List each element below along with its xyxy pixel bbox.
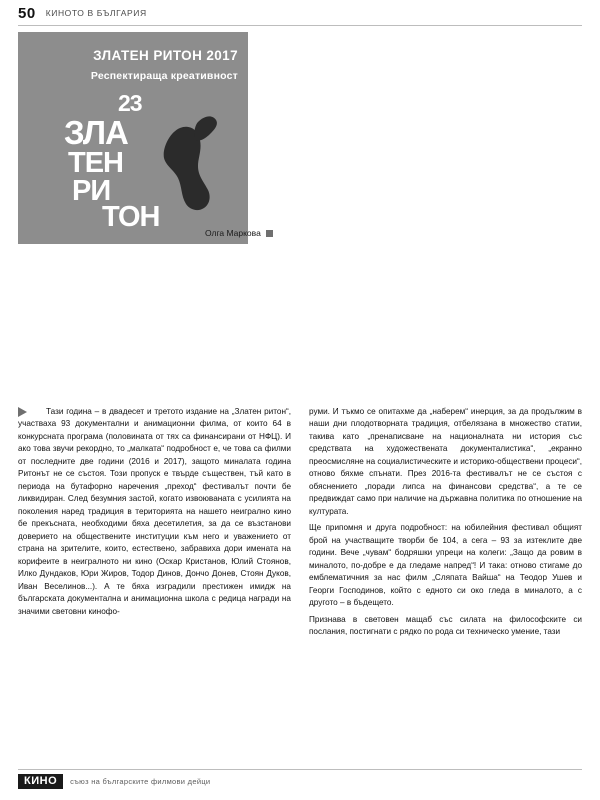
hero-author-caption	[205, 228, 273, 238]
paragraph: руми. И тъкмо се опитахме да „наберем“ инерция, за да продължим в наши дни плодотворната традиция, отбелязана в множество статии, такива като „пренаписване на националната ни история със средствата на художествената документалистика“, „екранно преосмисляне на социалистическите и историко-обществени процеси“, отново бяхме спънати. През 2016-та фестивалът не се състоя с обяснението „поради липса на финансови средства“, а те се предвиждат само при наличие на държавна политика по отношение на културата.	[309, 407, 582, 516]
svg-text:ТЕН: ТЕН	[68, 147, 123, 179]
running-head-title: КИНОТО В БЪЛГАРИЯ	[45, 8, 147, 18]
hero-title: ЗЛАТЕН РИТОН 2017	[93, 48, 238, 63]
footer-organization-text: съюз на българските филмови дейци	[70, 776, 211, 786]
zlaten-riton-logo-icon	[62, 110, 230, 234]
paragraph: Признава в световен мащаб със силата на философските си послания, постигнати с рядко по рода си техническо умение, тази	[309, 614, 582, 636]
article-column-right	[309, 406, 582, 774]
paragraph: Ще припомня и друга подробност: на юбилейния фестивал общият брой на участващите творби бе 104, а сега – 93 за изтеклите две години. Вече „чувам“ бодряшки упреци на колеги: „Защо да ровим в миналото, по-добре е да гледаме напред“! И така: отново стигаме до емблематичния за нас филм „Сляпата Вайша“ на Теодор Ушев и Георги Господинов, който с едното си око гледа в миналото, а с другото – в бъдещето.	[309, 523, 582, 608]
page-footer	[18, 770, 582, 792]
article-body	[18, 406, 582, 774]
footer-logo: КИНО	[18, 774, 63, 789]
hero-author-name: Олга Маркова	[205, 228, 261, 238]
caption-square-icon	[266, 230, 273, 237]
hero-edition-number: 23	[118, 90, 142, 116]
page-number: 50	[18, 4, 36, 22]
paragraph: Тази година – в двадесет и третото издание на „Златен ритон“, участваха 93 документални и анимационни филма, от които 64 в конкурсната програма (половината от тях са финансирани от НФЦ). И ако това звучи рекордно, то „малката“ подробност е, че това са филми от последните две години (2016 и 2017), защото миналата година Ритонът не се състоя. Този пропуск е твърде съществен, тъй като в периода на бутафорно наречения „преход“ фестивалът почти бе ликвидиран. След безумния застой, когато извоюваната с усилията на поколения наред традиция в територията на нашето неигрално кино бе прекъсната, необходими бяха десетилетия, за да се възстанови доверието на обществените институции към него и уважението от страна на зрителите, които, естествено, забравиха дори имената на корифеите в неигралното ни кино (Оскар Кристанов, Юлий Стоянов, Илко Дундаков, Юри Жиров, Тодор Динов, Дончо Донев, Стоян Дуков, Иван Веселинов...). А те бяха изградили престижен имидж на българската документална и анимационна школа с редица награди на значими световни кинофо-	[18, 407, 291, 616]
header-divider	[18, 25, 582, 26]
article-column-left	[18, 406, 291, 774]
hero-image	[18, 32, 248, 244]
page-header	[0, 0, 600, 26]
hero-subtitle: Респектираща креативност	[90, 70, 238, 82]
hero-inner	[18, 32, 248, 244]
svg-text:ТОН: ТОН	[102, 201, 160, 233]
svg-text:РИ: РИ	[72, 175, 111, 207]
svg-text:ЗЛА: ЗЛА	[64, 114, 128, 151]
